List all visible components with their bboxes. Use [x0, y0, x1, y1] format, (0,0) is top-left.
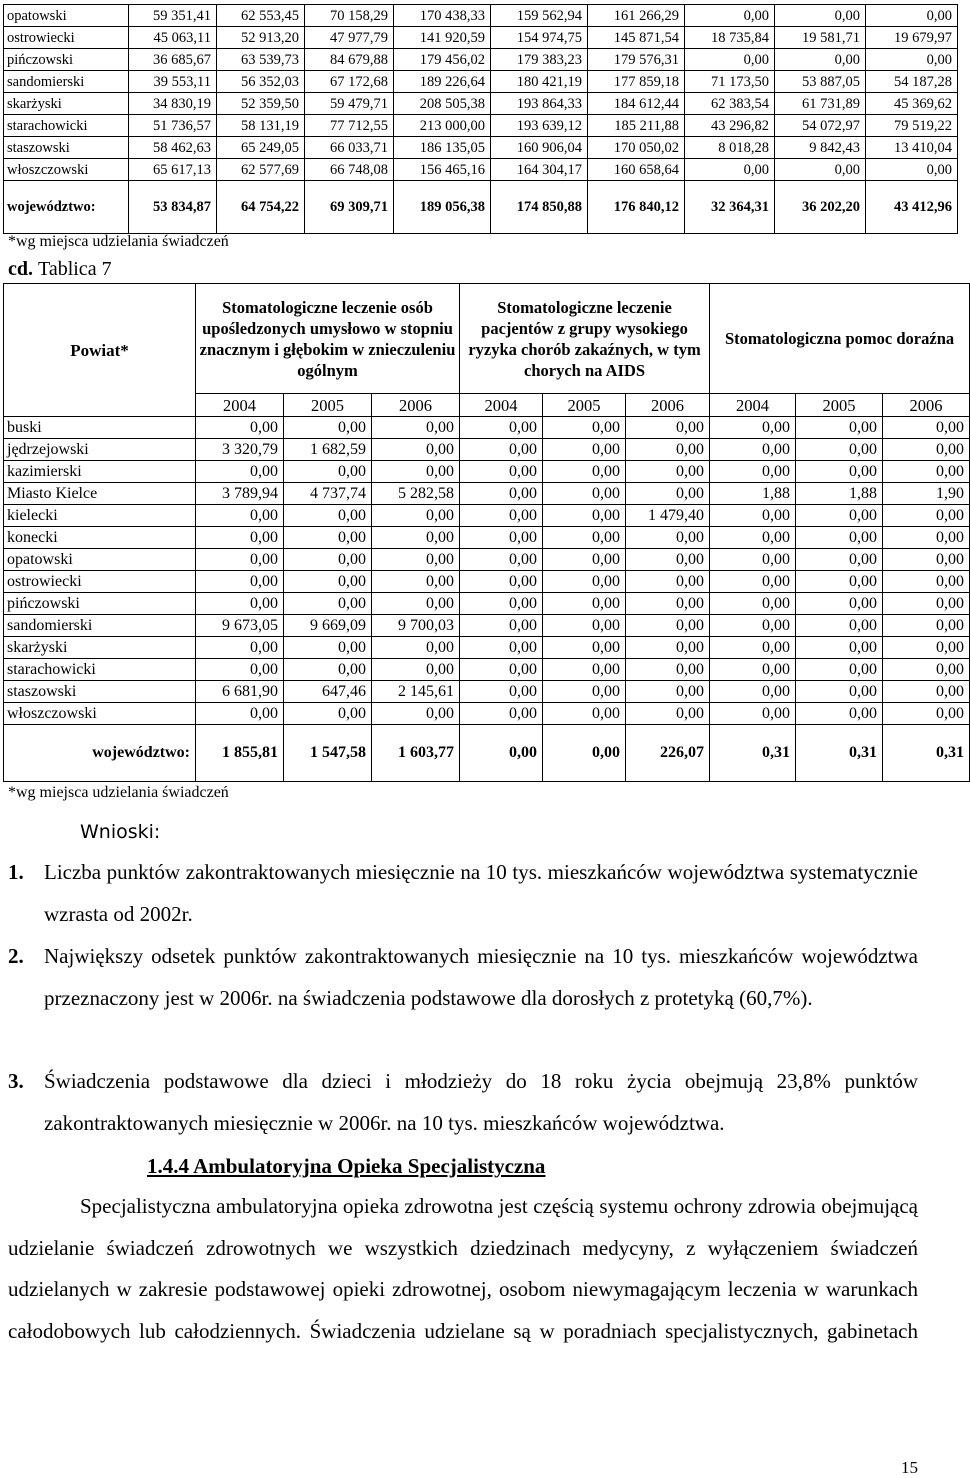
table-cell: 58 131,19 [217, 115, 305, 137]
table-cell: 66 033,71 [305, 137, 394, 159]
total-row [4, 181, 958, 234]
total-cell: 176 840,12 [588, 181, 685, 234]
table-cell: 51 736,57 [129, 115, 217, 137]
table-cell: 193 864,33 [491, 93, 588, 115]
table-cell: 0,00 [543, 703, 626, 725]
table-cell: 0,00 [866, 49, 958, 71]
table-cell: 184 612,44 [588, 93, 685, 115]
table-cell: 0,00 [626, 659, 710, 681]
table-cell: 9 669,09 [284, 615, 372, 637]
row-label: staszowski [4, 137, 129, 159]
table-cell: 0,00 [775, 159, 866, 181]
conclusion-number: 2. [8, 944, 24, 968]
table-cell: 65 249,05 [217, 137, 305, 159]
table-row [4, 703, 970, 725]
group-header-pomoc-dorazna: Stomatologiczna pomoc doraźna [710, 284, 970, 394]
row-label: starachowicki [4, 659, 196, 681]
table-cell: 0,00 [196, 461, 284, 483]
conclusion-item [8, 1061, 918, 1144]
table-row [4, 27, 958, 49]
table-cell: 65 617,13 [129, 159, 217, 181]
total-cell: 1 855,81 [196, 725, 284, 782]
table-cell: 62 577,69 [217, 159, 305, 181]
table-row [4, 483, 970, 505]
section-heading: 1.4.4 Ambulatoryjna Opieka Specjalistyczna [147, 1154, 546, 1178]
table-cell: 0,00 [460, 417, 543, 439]
table-cell: 0,00 [883, 703, 970, 725]
table-cell: 0,00 [685, 159, 775, 181]
table-cell: 0,00 [710, 681, 796, 703]
table-cell: 0,00 [883, 549, 970, 571]
table-cell: 208 505,38 [394, 93, 491, 115]
table-row [4, 439, 970, 461]
table-cell: 59 479,71 [305, 93, 394, 115]
table-cell: 0,00 [460, 681, 543, 703]
table-cell: 43 296,82 [685, 115, 775, 137]
table-cell: 156 465,16 [394, 159, 491, 181]
table-cell: 0,00 [543, 571, 626, 593]
table-6-continuation [3, 4, 958, 234]
table-cell: 0,00 [883, 417, 970, 439]
year-header: 2004 [196, 394, 284, 417]
table-cell: 19 581,71 [775, 27, 866, 49]
table-cell: 36 685,67 [129, 49, 217, 71]
table-cell: 0,00 [626, 681, 710, 703]
table-cell: 0,00 [196, 593, 284, 615]
row-label: sandomierski [4, 615, 196, 637]
table-cell: 0,00 [284, 461, 372, 483]
table-cell: 0,00 [866, 5, 958, 27]
table-cell: 0,00 [284, 549, 372, 571]
table-cell: 0,00 [543, 461, 626, 483]
row-label: jędrzejowski [4, 439, 196, 461]
table-cell: 0,00 [710, 439, 796, 461]
conclusion-text: Liczba punktów zakontraktowanych miesięcznie na 10 tys. mieszkańców województwa systematycznie wzrasta od 2002r. [44, 860, 918, 926]
table-cell: 0,00 [284, 527, 372, 549]
table-cell: 0,00 [196, 659, 284, 681]
table-cell: 0,00 [883, 527, 970, 549]
table-cell: 159 562,94 [491, 5, 588, 27]
table-cell: 161 266,29 [588, 5, 685, 27]
table-cell: 0,00 [883, 571, 970, 593]
table-cell: 0,00 [626, 703, 710, 725]
table-cell: 0,00 [796, 637, 883, 659]
table-row [4, 417, 970, 439]
table-cell: 0,00 [372, 417, 460, 439]
table-cell: 0,00 [460, 527, 543, 549]
table-cell: 9 673,05 [196, 615, 284, 637]
row-label: opatowski [4, 5, 129, 27]
table-row [4, 637, 970, 659]
row-label: konecki [4, 527, 196, 549]
table-cell: 0,00 [543, 637, 626, 659]
table-cell: 18 735,84 [685, 27, 775, 49]
total-cell: 32 364,31 [685, 181, 775, 234]
table-cell: 0,00 [883, 439, 970, 461]
total-label: województwo: [4, 181, 129, 234]
table-cell: 177 859,18 [588, 71, 685, 93]
total-cell: 43 412,96 [866, 181, 958, 234]
footnote-table-6: *wg miejsca udzielania świadczeń [8, 233, 229, 250]
group-header-ryzyko: Stomatologiczne leczenie pacjentów z grupy wysokiego ryzyka chorób zakaźnych, w tym chorych na AIDS [460, 284, 710, 394]
table-row [4, 549, 970, 571]
table-cell: 61 731,89 [775, 93, 866, 115]
table-cell: 0,00 [796, 549, 883, 571]
table-cell: 1,88 [796, 483, 883, 505]
table-cell: 19 679,97 [866, 27, 958, 49]
conclusion-item [8, 852, 918, 935]
total-cell: 0,31 [796, 725, 883, 782]
total-cell: 189 056,38 [394, 181, 491, 234]
table-cell: 0,00 [543, 659, 626, 681]
table-cell: 0,00 [543, 615, 626, 637]
conclusion-text: Największy odsetek punktów zakontraktowanych miesięcznie na 10 tys. mieszkańców województwa przeznaczony jest w 2006r. na świadczenia podstawowe dla dorosłych z protetyką (60,7%). [44, 944, 918, 1010]
table-row [4, 5, 958, 27]
table-cell: 0,00 [372, 527, 460, 549]
table-cell: 62 553,45 [217, 5, 305, 27]
table-cell: 0,00 [372, 659, 460, 681]
table-cell: 59 351,41 [129, 5, 217, 27]
year-header: 2006 [883, 394, 970, 417]
table-row [4, 71, 958, 93]
table-cell: 62 383,54 [685, 93, 775, 115]
table-cell: 58 462,63 [129, 137, 217, 159]
total-cell: 0,31 [883, 725, 970, 782]
table-cell: 0,00 [796, 681, 883, 703]
year-header: 2004 [460, 394, 543, 417]
table-cell: 0,00 [284, 637, 372, 659]
table-row [4, 681, 970, 703]
table-cell: 0,00 [626, 571, 710, 593]
table-cell: 0,00 [796, 593, 883, 615]
row-label: opatowski [4, 549, 196, 571]
table-cell: 179 383,23 [491, 49, 588, 71]
table-row [4, 159, 958, 181]
table-cell: 0,00 [796, 659, 883, 681]
table-cell: 0,00 [284, 659, 372, 681]
table-cell: 0,00 [196, 703, 284, 725]
table-cell: 0,00 [626, 417, 710, 439]
year-header: 2006 [626, 394, 710, 417]
page-number: 15 [901, 1458, 918, 1477]
table-cell: 154 974,75 [491, 27, 588, 49]
table-cell: 0,00 [460, 571, 543, 593]
table-row [4, 49, 958, 71]
table-cell: 0,00 [775, 49, 866, 71]
table-7 [3, 283, 970, 782]
table-cell: 0,00 [372, 637, 460, 659]
table-cell: 3 320,79 [196, 439, 284, 461]
table-cell: 45 369,62 [866, 93, 958, 115]
table-cell: 0,00 [883, 461, 970, 483]
table-cell: 0,00 [796, 571, 883, 593]
total-cell: 36 202,20 [775, 181, 866, 234]
year-header: 2005 [543, 394, 626, 417]
year-header: 2005 [284, 394, 372, 417]
table-cell: 39 553,11 [129, 71, 217, 93]
table-row [4, 615, 970, 637]
table-cell: 0,00 [543, 439, 626, 461]
table-cell: 9 700,03 [372, 615, 460, 637]
table-cell: 213 000,00 [394, 115, 491, 137]
conclusion-number: 1. [8, 860, 24, 884]
table-cell: 0,00 [710, 593, 796, 615]
caption-prefix: cd. [8, 258, 33, 280]
table-row [4, 659, 970, 681]
table-cell: 0,00 [626, 549, 710, 571]
table-cell: 0,00 [543, 549, 626, 571]
table-cell: 0,00 [710, 703, 796, 725]
table-cell: 0,00 [775, 5, 866, 27]
table-row [4, 115, 958, 137]
table-cell: 1 479,40 [626, 505, 710, 527]
table-cell: 0,00 [710, 527, 796, 549]
table-cell: 0,00 [196, 549, 284, 571]
table-cell: 63 539,73 [217, 49, 305, 71]
table-cell: 3 789,94 [196, 483, 284, 505]
conclusion-number: 3. [8, 1069, 24, 1093]
table-row [4, 527, 970, 549]
table-cell: 2 145,61 [372, 681, 460, 703]
table-cell: 8 018,28 [685, 137, 775, 159]
table-cell: 0,00 [710, 417, 796, 439]
table-cell: 0,00 [710, 505, 796, 527]
table-cell: 6 681,90 [196, 681, 284, 703]
table-cell: 0,00 [284, 417, 372, 439]
total-cell: 0,00 [543, 725, 626, 782]
table-cell: 0,00 [196, 527, 284, 549]
table-cell: 164 304,17 [491, 159, 588, 181]
table-cell: 647,46 [284, 681, 372, 703]
table-cell: 0,00 [543, 593, 626, 615]
table-cell: 4 737,74 [284, 483, 372, 505]
row-label: ostrowiecki [4, 27, 129, 49]
conclusions-title: Wnioski: [80, 821, 161, 843]
table-cell: 160 906,04 [491, 137, 588, 159]
row-label: skarżyski [4, 93, 129, 115]
table-cell: 0,00 [284, 703, 372, 725]
table-cell: 0,00 [460, 637, 543, 659]
table-cell: 0,00 [626, 483, 710, 505]
caption-title: Tablica 7 [38, 258, 112, 280]
footnote-table-7: *wg miejsca udzielania świadczeń [8, 784, 229, 801]
body-paragraph: Specjalistyczna ambulatoryjna opieka zdrowotna jest częścią systemu ochrony zdrowia obejmującą udzielanie świadczeń zdrowotnych we wszystkich dziedzinach medycyny, z wyłączeniem świadczeń udzielanych w zakresie podstawowej opieki zdrowotnej, osobom niewymagającym leczenia w warunkach całodobowych lub całodziennych. Świadczenia udzielane są w poradniach specjalistycznych, gabinetach [8, 1194, 918, 1343]
total-cell: 1 547,58 [284, 725, 372, 782]
table-cell: 1,90 [883, 483, 970, 505]
table-cell: 0,00 [543, 417, 626, 439]
table-cell: 0,00 [372, 461, 460, 483]
table-cell: 0,00 [710, 549, 796, 571]
table-cell: 0,00 [685, 5, 775, 27]
table-cell: 0,00 [883, 615, 970, 637]
table-cell: 0,00 [796, 703, 883, 725]
group-header-upośledzeni: Stomatologiczne leczenie osób upośledzonych umysłowo w stopniu znacznym i głębokim w znieczuleniu ogólnym [196, 284, 460, 394]
table-cell: 0,00 [883, 505, 970, 527]
table-cell: 0,00 [796, 439, 883, 461]
table-cell: 0,00 [460, 439, 543, 461]
table-cell: 0,00 [460, 659, 543, 681]
table-cell: 170 050,02 [588, 137, 685, 159]
row-label: pińczowski [4, 49, 129, 71]
conclusion-text: Świadczenia podstawowe dla dzieci i młodzieży do 18 roku życia obejmują 23,8% punktów zakontraktowanych miesięcznie w 2006r. na 10 tys. mieszkańców województwa. [44, 1069, 918, 1135]
total-cell: 64 754,22 [217, 181, 305, 234]
table-cell: 0,00 [543, 681, 626, 703]
table-cell: 0,00 [196, 637, 284, 659]
total-cell: 0,00 [460, 725, 543, 782]
table-cell: 0,00 [284, 593, 372, 615]
table-cell: 0,00 [883, 681, 970, 703]
table-cell: 0,00 [883, 637, 970, 659]
row-label: buski [4, 417, 196, 439]
total-cell: 0,31 [710, 725, 796, 782]
table-cell: 0,00 [460, 505, 543, 527]
row-label: ostrowiecki [4, 571, 196, 593]
table-cell: 0,00 [883, 593, 970, 615]
table-row [4, 593, 970, 615]
table-cell: 0,00 [626, 615, 710, 637]
table-cell: 54 187,28 [866, 71, 958, 93]
table-cell: 0,00 [710, 659, 796, 681]
table-cell: 0,00 [710, 615, 796, 637]
table-cell: 0,00 [543, 505, 626, 527]
table-cell: 0,00 [460, 549, 543, 571]
table-cell: 0,00 [460, 615, 543, 637]
table-cell: 0,00 [796, 417, 883, 439]
table-cell: 0,00 [866, 159, 958, 181]
table-cell: 180 421,19 [491, 71, 588, 93]
table-cell: 0,00 [196, 571, 284, 593]
total-label: województwo: [4, 725, 196, 782]
table-cell: 193 639,12 [491, 115, 588, 137]
row-label: skarżyski [4, 637, 196, 659]
table-cell: 77 712,55 [305, 115, 394, 137]
row-label: kielecki [4, 505, 196, 527]
total-cell: 174 850,88 [491, 181, 588, 234]
table-cell: 70 158,29 [305, 5, 394, 27]
total-cell: 53 834,87 [129, 181, 217, 234]
row-label: włoszczowski [4, 703, 196, 725]
table-cell: 0,00 [883, 659, 970, 681]
total-cell: 226,07 [626, 725, 710, 782]
total-row [4, 725, 970, 782]
table-cell: 0,00 [543, 483, 626, 505]
table-cell: 0,00 [372, 703, 460, 725]
table-cell: 0,00 [460, 461, 543, 483]
row-label: włoszczowski [4, 159, 129, 181]
table-cell: 1,88 [710, 483, 796, 505]
table-cell: 0,00 [796, 461, 883, 483]
table-cell: 0,00 [372, 505, 460, 527]
table-cell: 0,00 [796, 505, 883, 527]
table-cell: 0,00 [372, 549, 460, 571]
table-cell: 34 830,19 [129, 93, 217, 115]
row-label: pińczowski [4, 593, 196, 615]
total-cell: 1 603,77 [372, 725, 460, 782]
row-label: kazimierski [4, 461, 196, 483]
table-cell: 56 352,03 [217, 71, 305, 93]
table-cell: 189 226,64 [394, 71, 491, 93]
table-cell: 0,00 [372, 593, 460, 615]
table-cell: 185 211,88 [588, 115, 685, 137]
table-cell: 0,00 [710, 637, 796, 659]
table-cell: 0,00 [284, 571, 372, 593]
row-label: Miasto Kielce [4, 483, 196, 505]
table-cell: 84 679,88 [305, 49, 394, 71]
table-row [4, 571, 970, 593]
table-row [4, 93, 958, 115]
table-cell: 179 456,02 [394, 49, 491, 71]
table-cell: 170 438,33 [394, 5, 491, 27]
total-cell: 69 309,71 [305, 181, 394, 234]
year-header: 2004 [710, 394, 796, 417]
table-cell: 0,00 [685, 49, 775, 71]
table-cell: 5 282,58 [372, 483, 460, 505]
table-cell: 47 977,79 [305, 27, 394, 49]
year-header: 2005 [796, 394, 883, 417]
table-cell: 0,00 [196, 417, 284, 439]
table-cell: 0,00 [626, 637, 710, 659]
year-header: 2006 [372, 394, 460, 417]
table-cell: 67 172,68 [305, 71, 394, 93]
table-cell: 45 063,11 [129, 27, 217, 49]
table-cell: 53 887,05 [775, 71, 866, 93]
table-cell: 1 682,59 [284, 439, 372, 461]
table-cell: 0,00 [796, 615, 883, 637]
conclusion-item [8, 936, 918, 1019]
table-cell: 13 410,04 [866, 137, 958, 159]
table-cell: 52 913,20 [217, 27, 305, 49]
table-cell: 0,00 [626, 461, 710, 483]
row-label: starachowicki [4, 115, 129, 137]
table-cell: 179 576,31 [588, 49, 685, 71]
table-cell: 0,00 [710, 461, 796, 483]
table-cell: 145 871,54 [588, 27, 685, 49]
table-cell: 79 519,22 [866, 115, 958, 137]
table-cell: 0,00 [626, 439, 710, 461]
table-7-caption [8, 257, 112, 281]
table-cell: 0,00 [372, 439, 460, 461]
table-cell: 71 173,50 [685, 71, 775, 93]
table-cell: 9 842,43 [775, 137, 866, 159]
table-cell: 186 135,05 [394, 137, 491, 159]
table-cell: 0,00 [372, 571, 460, 593]
table-row [4, 461, 970, 483]
table-cell: 0,00 [626, 593, 710, 615]
table-cell: 0,00 [460, 703, 543, 725]
table-cell: 0,00 [284, 505, 372, 527]
table-cell: 0,00 [796, 527, 883, 549]
table-cell: 52 359,50 [217, 93, 305, 115]
table-cell: 0,00 [460, 483, 543, 505]
table-cell: 0,00 [543, 527, 626, 549]
table-row [4, 137, 958, 159]
row-label: sandomierski [4, 71, 129, 93]
row-label: staszowski [4, 681, 196, 703]
table-cell: 141 920,59 [394, 27, 491, 49]
table-cell: 0,00 [626, 527, 710, 549]
table-cell: 66 748,08 [305, 159, 394, 181]
table-cell: 0,00 [710, 571, 796, 593]
table-cell: 160 658,64 [588, 159, 685, 181]
table-cell: 0,00 [196, 505, 284, 527]
table-row [4, 505, 970, 527]
powiat-header: Powiat* [4, 284, 196, 417]
table-cell: 0,00 [460, 593, 543, 615]
table-cell: 54 072,97 [775, 115, 866, 137]
